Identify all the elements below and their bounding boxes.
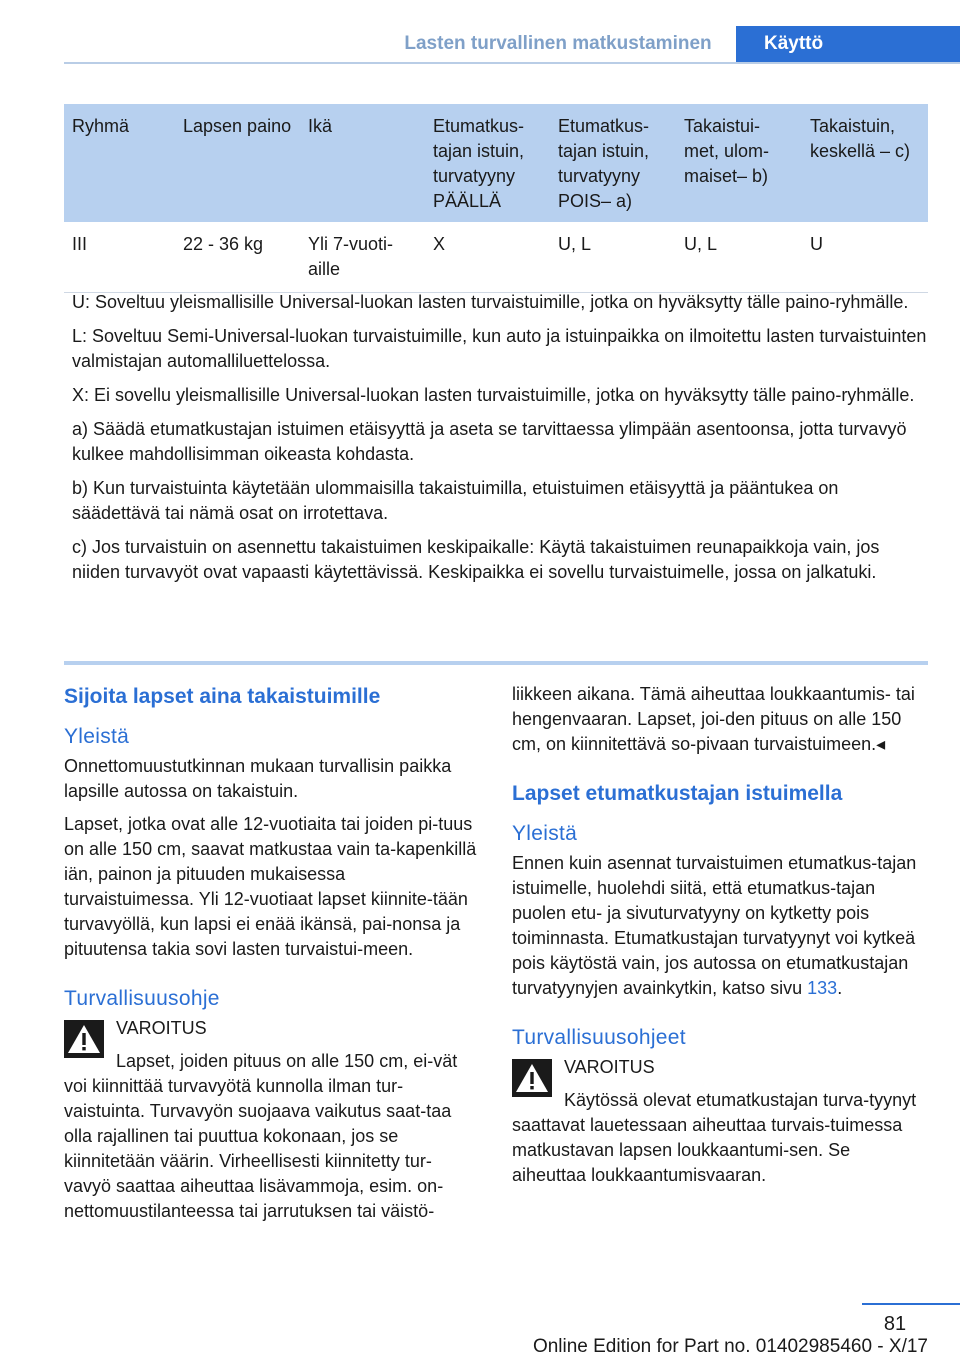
warning-icon	[512, 1059, 552, 1097]
footnote-u: U: Soveltuu yleismallisille Universal-luokan lasten turvaistuimille, jotka on hyväksytty tälle paino-ryhmälle.	[72, 292, 909, 312]
table-row	[64, 222, 928, 293]
subheading-safety: Turvallisuusohjeet	[512, 1026, 686, 1049]
section-separator	[64, 661, 928, 665]
warning-text: Käytössä olevat etumatkustajan turva-tyynyt saattavat lauetessaan aiheuttaa turvais-tuimessa matkustavan lapsen loukkaantumi-sen. Se aiheuttaa loukkaantumisvaaran.	[512, 1090, 917, 1185]
table-header-row	[64, 104, 928, 222]
table-cell: 22 - 36 kg	[175, 222, 300, 293]
table-cell: X	[425, 222, 550, 293]
right-column	[512, 682, 926, 1196]
warning-block	[512, 1055, 926, 1196]
running-header-chapter: Käyttö	[736, 26, 960, 62]
table-header-cell: Ryhmä	[64, 104, 175, 222]
warning-title: VAROITUS	[564, 1057, 655, 1077]
footnote-x: X: Ei sovellu yleismallisille Universal-luokan lasten turvaistuimille, jotka on hyväksytty tälle paino-ryhmälle.	[72, 385, 915, 405]
paragraph-text: Ennen kuin asennat turvaistuimen etumatkus-tajan istuimelle, huolehdi siitä, että etumatkus-tajan puolen etu- ja sivuturvatyyny on kytketty pois toiminnasta. Etumatkustajan turvatyynyt voi kytkeä pois käytöstä vain, jos autossa on etumatkustajan turvatyynyjen avainkytkin, katso sivu	[512, 853, 917, 998]
warning-text: Lapset, joiden pituus on alle 150 cm, ei-vät voi kiinnittää turvavyötä kunnolla ilman tur-vaistuinta. Turvavyön suojaava vaikutus saat-taa olla rajallinen tai puuttua kokonaan, jos se kiinnitetään väärin. Virheellisesti kiinnitetty tur-vavyö saattaa aiheuttaa lisävammoja, esim. on-nettomuustilanteessa tai jarrutuksen tai väistö-	[64, 1051, 458, 1221]
section-heading: Lapset etumatkustajan istuimella	[512, 782, 843, 805]
warning-block	[64, 1016, 478, 1232]
header-rule	[64, 62, 960, 64]
paragraph	[512, 851, 926, 1001]
paragraph-end: .	[837, 978, 843, 998]
footnote-l: L: Soveltuu Semi-Universal-luokan turvaistuimille, kun auto ja istuinpaikka on ilmoitettu lasten turvaistuinten valmistajan automalliluettelossa.	[72, 326, 927, 371]
table-cell: Yli 7-vuoti-aille	[300, 222, 425, 293]
paragraph: Onnettomuustutkinnan mukaan turvallisin paikka lapsille autossa on takaistuin.	[64, 756, 452, 801]
table-header-cell: Takaistui-met, ulom-maiset– b)	[676, 104, 802, 222]
child-seat-table	[64, 104, 928, 293]
page-number: 81	[883, 1313, 907, 1335]
table-footnotes	[64, 290, 928, 594]
table-cell: III	[64, 222, 175, 293]
footer-rule	[862, 1303, 960, 1305]
warning-icon	[64, 1020, 104, 1058]
running-header-section: Lasten turvallinen matkustaminen	[404, 33, 712, 54]
warning-title: VAROITUS	[116, 1018, 207, 1038]
edition-note: Online Edition for Part no. 01402985460 - X/17	[532, 1336, 928, 1357]
table-cell: U, L	[676, 222, 802, 293]
table-header-cell: Etumatkus-tajan istuin, turvatyyny POIS– a)	[550, 104, 676, 222]
table-header-cell: Ikä	[300, 104, 425, 222]
footnote-a: a) Säädä etumatkustajan istuimen etäisyyttä ja aseta se tarvittaessa ylimpään asentoonsa, jotta turvavyö kulkee mahdollisimman oikeasta kohdasta.	[72, 419, 907, 464]
subheading-safety: Turvallisuusohje	[64, 987, 220, 1010]
left-column	[64, 682, 478, 1232]
section-heading: Sijoita lapset aina takaistuimille	[64, 685, 381, 708]
table-header-cell: Etumatkus-tajan istuin, turvatyyny PÄÄLLÄ	[425, 104, 550, 222]
subheading-general: Yleistä	[512, 822, 578, 845]
page-reference-link[interactable]: 133	[807, 978, 838, 998]
subheading-general: Yleistä	[64, 725, 130, 748]
table-header-cell: Lapsen paino	[175, 104, 300, 222]
table-header-cell: Takaistuin, keskellä – c)	[802, 104, 928, 222]
footnote-b: b) Kun turvaistuinta käytetään ulommaisilla takaistuimilla, etuistuimen etäisyyttä ja pääntukea on säädettävä tai nämä osat on irrotettava.	[72, 478, 839, 523]
paragraph: Lapset, jotka ovat alle 12-vuotiaita tai joiden pi-tuus on alle 150 cm, saavat matkustaa vain ta-kapenkillä iän, painon ja pituuden mukaisessa turvaistuimessa. Yli 12-vuotiaat lapset kiinnite-tään turvavyöllä, kun lapsi ei enää ikänsä, pai-nonsa ja pituutensa takia sovi lasten turvaistui-meen.	[64, 814, 477, 959]
paragraph-continued: liikkeen aikana. Tämä aiheuttaa loukkaantumis- tai hengenvaaran. Lapset, joi-den pituus on alle 150 cm, on kiinnitettävä so-pivaan turvaistuimeen.◂	[512, 684, 915, 754]
table-cell: U, L	[550, 222, 676, 293]
table-cell: U	[802, 222, 928, 293]
footnote-c: c) Jos turvaistuin on asennettu takaistuimen keskipaikalle: Käytä takaistuimen reunapaikkoja vain, jos niiden turvavyöt ovat vapaasti käytettävissä. Keskipaikka ei sovellu turvaistuimelle, jossa on jalkatuki.	[72, 537, 880, 582]
